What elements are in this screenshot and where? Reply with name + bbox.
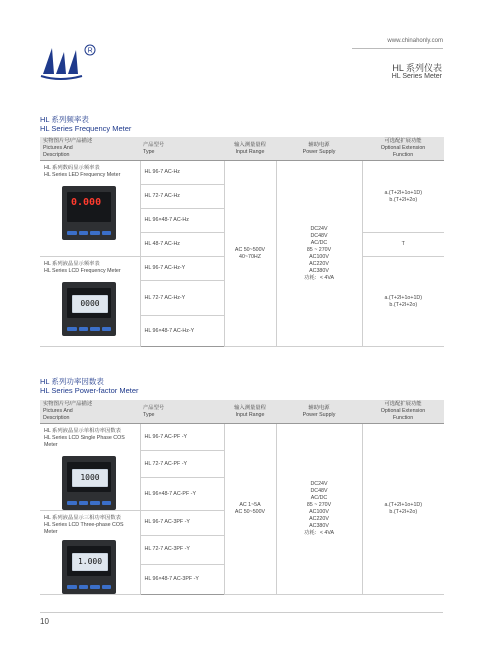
lcd-frequency-meter-cell: HL 系列液晶显示频率表 HL Series LCD Frequency Meter 0000 [40, 257, 140, 347]
table-row [40, 161, 444, 185]
table-row [40, 424, 444, 451]
page-number: 10 [40, 617, 49, 626]
series-title-en: HL Series Meter [391, 73, 442, 80]
power-supply-cell: DC24V DC48V AC/DC 85 ~ 270V AC100V AC220V AC380V 功耗：< 4VA [276, 424, 362, 595]
table-header-row [40, 400, 444, 424]
type-cell: HL 72-7 AC-PF -Y [140, 451, 224, 478]
type-cell: HL 96-7 AC-PF -Y [140, 424, 224, 451]
col-power-supply: 辅助电源 Power Supply [276, 137, 362, 161]
single-phase-meter-cell: HL 系列液晶显示单相功率因数表 HL Series LCD Single Phase COS Meter 1000 [40, 424, 140, 511]
col-optional-function: 可选配扩展功能 Optional Extension Function [362, 137, 444, 161]
type-cell: HL 96-7 AC-Hz [140, 161, 224, 185]
type-cell: HL 72-7 AC-3PF -Y [140, 535, 224, 565]
lcd-meter-image [62, 282, 116, 336]
col-optional-function: 可选配扩展功能 Optional Extension Function [362, 400, 444, 424]
type-cell: HL 96×48-7 AC-PF -Y [140, 478, 224, 511]
optional-function-cell: T [362, 233, 444, 257]
series-title-cn: HL 系列仪表 [392, 63, 442, 73]
power-factor-meter-table [40, 400, 444, 595]
col-input-range: 输入测量量程 Input Range [224, 137, 276, 161]
input-range-cell: AC 1~5A AC 50~500V [224, 424, 276, 595]
input-range-cell: AC 50~500V 40~70HZ [224, 161, 276, 347]
type-cell: HL 96×48-7 AC-Hz-Y [140, 316, 224, 347]
type-cell: HL 72-7 AC-Hz-Y [140, 281, 224, 316]
col-pictures: 实物图片号/产品描述 Pictures And Description [40, 400, 140, 424]
type-cell: HL 96-7 AC-3PF -Y [140, 511, 224, 536]
footer-divider [40, 612, 443, 613]
type-cell: HL 96×48-7 AC-3PF -Y [140, 565, 224, 595]
header-divider [352, 48, 443, 49]
lcd-display: 0000 [72, 295, 108, 313]
led-meter-image [62, 186, 116, 240]
led-display: 0.000 [71, 197, 102, 208]
type-cell: HL 96-7 AC-Hz-Y [140, 257, 224, 281]
single-phase-meter-image [62, 456, 116, 510]
optional-function-cell: a.(T+2I+1o+1D) b.(T+2I+2o) [362, 257, 444, 347]
frequency-meter-table [40, 137, 444, 347]
optional-function-cell: a.(T+2I+1o+1D) b.(T+2I+2o) [362, 424, 444, 595]
lcd-display: 1000 [72, 469, 108, 487]
type-cell: HL 48-7 AC-Hz [140, 233, 224, 257]
led-frequency-meter-cell: HL 系列数码显示频率表 HL Series LED Frequency Meter 0.000 [40, 161, 140, 257]
three-phase-meter-image [62, 540, 116, 594]
col-power-supply: 辅助电源 Power Supply [276, 400, 362, 424]
type-cell: HL 96×48-7 AC-Hz [140, 209, 224, 233]
website-url: www.chinahonly.com [387, 38, 443, 44]
col-pictures: 实物图片号/产品描述 Pictures And Description [40, 137, 140, 161]
col-type: 产品型号 Type [140, 137, 224, 161]
type-cell: HL 72-7 AC-Hz [140, 185, 224, 209]
section-title-en: HL Series Power-factor Meter [40, 386, 139, 395]
svg-text:R: R [87, 47, 93, 55]
col-type: 产品型号 Type [140, 400, 224, 424]
lcd-display: 1.000 [72, 553, 108, 571]
section-title-en: HL Series Frequency Meter [40, 124, 132, 133]
table-header-row [40, 137, 444, 161]
section-title-cn: HL 系列频率表 [40, 115, 89, 124]
optional-function-cell: a.(T+2I+1o+1D) b.(T+2I+2o) [362, 161, 444, 233]
power-supply-cell: DC24V DC48V AC/DC 85 ~ 270V AC100V AC220V AC380V 功耗：< 4VA [276, 161, 362, 347]
col-input-range: 输入测量量程 Input Range [224, 400, 276, 424]
section-title-cn: HL 系列功率因数表 [40, 377, 104, 386]
sailboat-logo-icon [40, 40, 100, 84]
three-phase-meter-cell: HL 系列液晶显示三相功率因数表 HL Series LCD Three-phase COS Meter 1.000 [40, 511, 140, 595]
